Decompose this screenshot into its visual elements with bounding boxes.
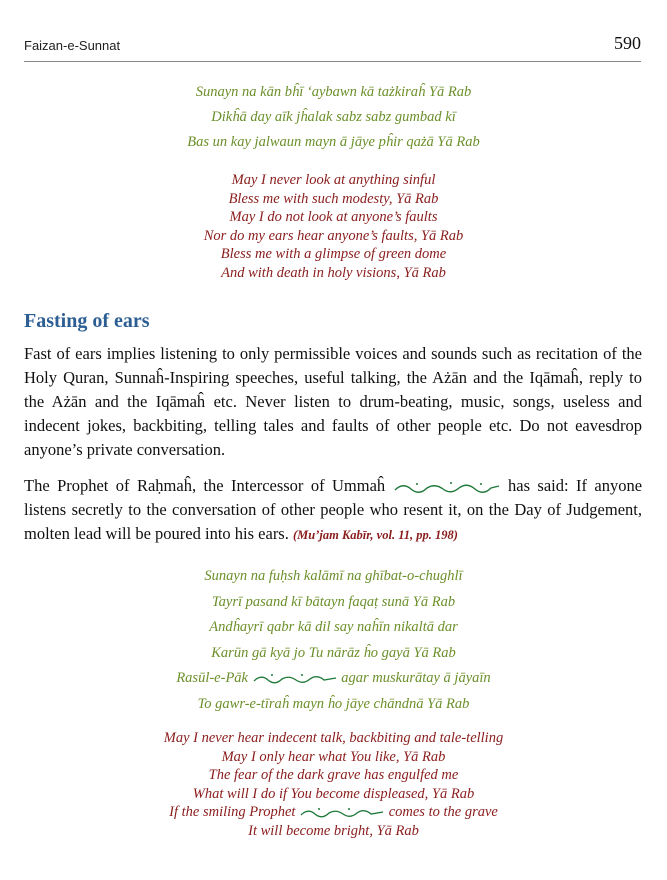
verse-line: Dikĥā day aīk jĥalak sabz sabz gumbad kī	[211, 109, 456, 125]
verse-line: Sunayn na kān bĥī ‘aybawn kā tażkiraĥ Yā Rab	[195, 84, 472, 100]
header-rule	[24, 61, 641, 62]
salutation-calligraphy-icon	[252, 672, 338, 685]
verse-line: Tayrī pasand kī bātayn faqaṭ sunā Yā Rab	[211, 593, 456, 610]
verse-line: May I never look at anything sinful	[231, 172, 436, 188]
verse-line: Andĥayrī qabr kā dil say naĥīn nikaltā dar	[209, 619, 458, 635]
verse-line: Bless me with a glimpse of green dome	[220, 246, 447, 262]
verse2-transliteration	[0, 564, 667, 717]
salutation-calligraphy-icon	[299, 806, 385, 819]
verse-line: Karūn gā kyā jo Tu nārāz ĥo gayā Yā Rab	[211, 644, 456, 661]
verse-text: comes to the grave	[388, 804, 498, 820]
verse-text: Rasūl-e-Pāk	[176, 670, 248, 686]
section-heading: Fasting of ears	[24, 310, 150, 332]
verse-line: It will become bright, Yā Rab	[248, 822, 419, 839]
page-header	[24, 28, 641, 62]
verse-text: If the smiling Prophet	[169, 804, 296, 820]
hadith-reference: (Mu’jam Kabīr, vol. 11, pp. 198)	[292, 528, 458, 542]
paragraph-hadith	[24, 474, 642, 547]
verse2-translation	[0, 729, 667, 840]
verse-line: May I do not look at anyone’s faults	[229, 209, 438, 225]
verse-line: And with death in holy visions, Yā Rab	[221, 264, 446, 281]
verse-line: What will I do if You become displeased, Yā Rab	[192, 785, 475, 802]
verse-line: Nor do my ears hear anyone’s faults, Yā Rab	[203, 227, 464, 244]
verse1-transliteration	[0, 80, 667, 155]
verse-line	[0, 666, 667, 692]
hadith-text-start: The Prophet of Raḥmaĥ, the Intercessor of Ummaĥ	[24, 476, 386, 495]
verse-line: Bas un kay jalwaun mayn ā jāye pĥir qażā Yā Rab	[187, 134, 480, 150]
hadith-text-end: has said: If anyone listens secretly to the conversation of other people who resent it, on the Day of Judgement, molten lead will be poured into his ears.	[24, 476, 643, 543]
verse1-translation	[0, 171, 667, 282]
verse-text: agar muskurātay ā jāyaīn	[341, 670, 491, 686]
verse-line: To gawr-e-tīraĥ mayn ĥo jāye chāndnā Yā Rab	[197, 695, 470, 712]
running-title: Faizan-e-Sunnat	[24, 38, 121, 53]
verse-line: Sunayn na fuḥsh kalāmī na ghībat-o-chughlī	[204, 568, 463, 584]
verse-line: The fear of the dark grave has engulfed me	[208, 767, 459, 783]
page-number: 590	[614, 33, 641, 53]
verse-line: Bless me with such modesty, Yā Rab	[228, 190, 439, 207]
paragraph-fast-of-ears: Fast of ears implies listening to only permissible voices and sounds such as recitation of the Holy Quran, Sunnaĥ-Inspiring speeches, useful talking, the Ażān and the Iqāmaĥ, reply to the Ażān and the Iqāmaĥ etc. Never listen to drum-beating, music, songs, useless and indecent jokes, backbiting, telling tales and faults of other people etc. Do not eavesdrop anyone’s private conversation.	[24, 344, 642, 459]
salutation-calligraphy-icon	[393, 480, 501, 494]
verse-line: May I only hear what You like, Yā Rab	[221, 748, 446, 765]
verse-line	[0, 803, 667, 822]
verse-line: May I never hear indecent talk, backbiting and tale-telling	[163, 730, 504, 746]
